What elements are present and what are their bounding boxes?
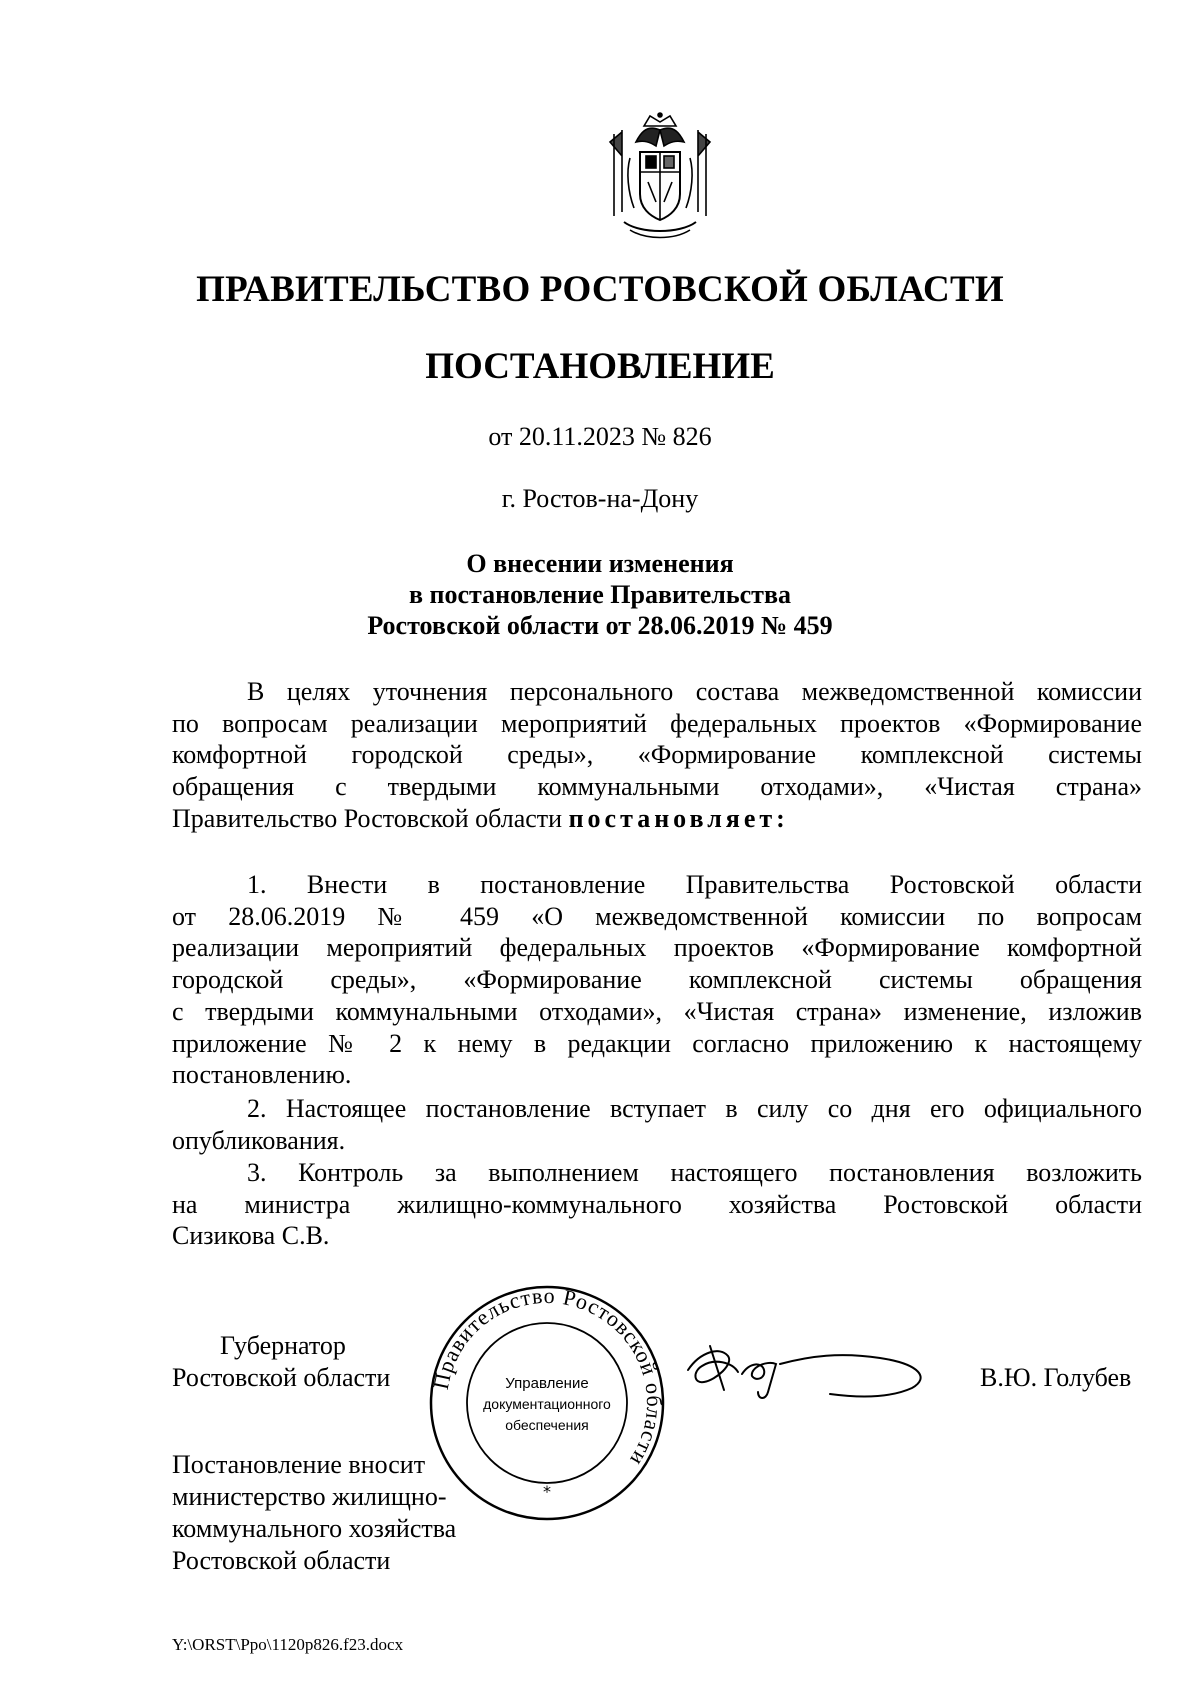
item-3-paragraph	[172, 1157, 1142, 1252]
date-number: от 20.11.2023 № 826	[488, 422, 712, 451]
text-line: приложение № 2 к нему в редакции согласно приложению к настоящему	[172, 1028, 1142, 1058]
submitted-by	[172, 1449, 456, 1577]
text-line: с твердыми коммунальными отходами», «Чистая страна» изменение, изложив	[172, 996, 1142, 1026]
text-line: городской среды», «Формирование комплексной системы обращения	[172, 965, 1142, 995]
text-line: В целях уточнения персонального состава межведомственной комиссии	[247, 677, 1142, 706]
text-line: 2. Настоящее постановление вступает в силу со дня его официального	[247, 1094, 1142, 1123]
text-line: на министра жилищно-коммунального хозяйства Ростовской области	[172, 1189, 1142, 1219]
text-line: по вопросам реализации мероприятий федеральных проектов «Формирование	[172, 708, 1142, 738]
handwritten-signature	[680, 1322, 940, 1417]
author-line: коммунального хозяйства	[172, 1514, 457, 1543]
item-2-paragraph	[172, 1093, 1142, 1156]
subject-line: Ростовской области от 28.06.2019 № 459	[367, 611, 833, 640]
text-line: реализации мероприятий федеральных проектов «Формирование комфортной	[172, 933, 1142, 963]
subject-line: в постановление Правительства	[408, 580, 791, 609]
text-line: Сизикова С.В.	[172, 1221, 330, 1251]
author-line: министерство жилищно-	[172, 1482, 447, 1511]
seal-inner-line: Управление	[505, 1375, 589, 1392]
signatory-name: В.Ю. Голубев	[980, 1363, 1132, 1392]
author-line: Постановление вносит	[172, 1450, 426, 1479]
organization-title: ПРАВИТЕЛЬСТВО РОСТОВСКОЙ ОБЛАСТИ	[196, 269, 1004, 310]
text-line: 3. Контроль за выполнением настоящего постановления возложить	[247, 1158, 1142, 1187]
author-line: Ростовской области	[172, 1546, 391, 1575]
signatory-title-line: Ростовской области	[172, 1363, 391, 1392]
preamble-tail: Правительство Ростовской области	[172, 803, 569, 833]
seal-inner-line: обеспечения	[505, 1417, 589, 1433]
document-type: ПОСТАНОВЛЕНИЕ	[425, 346, 775, 387]
text-line: комфортной городской среды», «Формирование комплексной системы	[172, 740, 1142, 770]
text-line	[172, 803, 1142, 835]
file-path-footer: Y:\ORST\Ppo\1120p826.f23.docx	[172, 1635, 404, 1654]
document-subject	[0, 548, 1200, 641]
city: г. Ростов-на-Дону	[501, 484, 699, 513]
rostov-oblast-coat-of-arms-icon	[600, 112, 720, 244]
signatory-title	[172, 1330, 390, 1394]
signatory-title-line: Губернатор	[220, 1331, 346, 1360]
item-1-paragraph	[172, 869, 1142, 1091]
text-line: обращения с твердыми коммунальными отходами», «Чистая страна»	[172, 772, 1142, 802]
seal-outer-text: Правительство Ростовской области	[427, 1283, 667, 1471]
svg-text:*: *	[543, 1482, 551, 1501]
official-seal-stamp	[427, 1283, 667, 1523]
text-line: постановлению.	[172, 1060, 352, 1090]
resolves-word: постановляет:	[568, 803, 789, 833]
text-line: опубликования.	[172, 1125, 346, 1155]
text-line: 1. Внести в постановление Правительства Ростовской области	[247, 870, 1142, 899]
subject-line: О внесении изменения	[466, 549, 734, 578]
text-line: от 28.06.2019 № 459 «О межведомственной комиссии по вопросам	[172, 901, 1142, 931]
seal-inner-line: документационного	[483, 1396, 611, 1412]
preamble-paragraph	[172, 676, 1142, 835]
